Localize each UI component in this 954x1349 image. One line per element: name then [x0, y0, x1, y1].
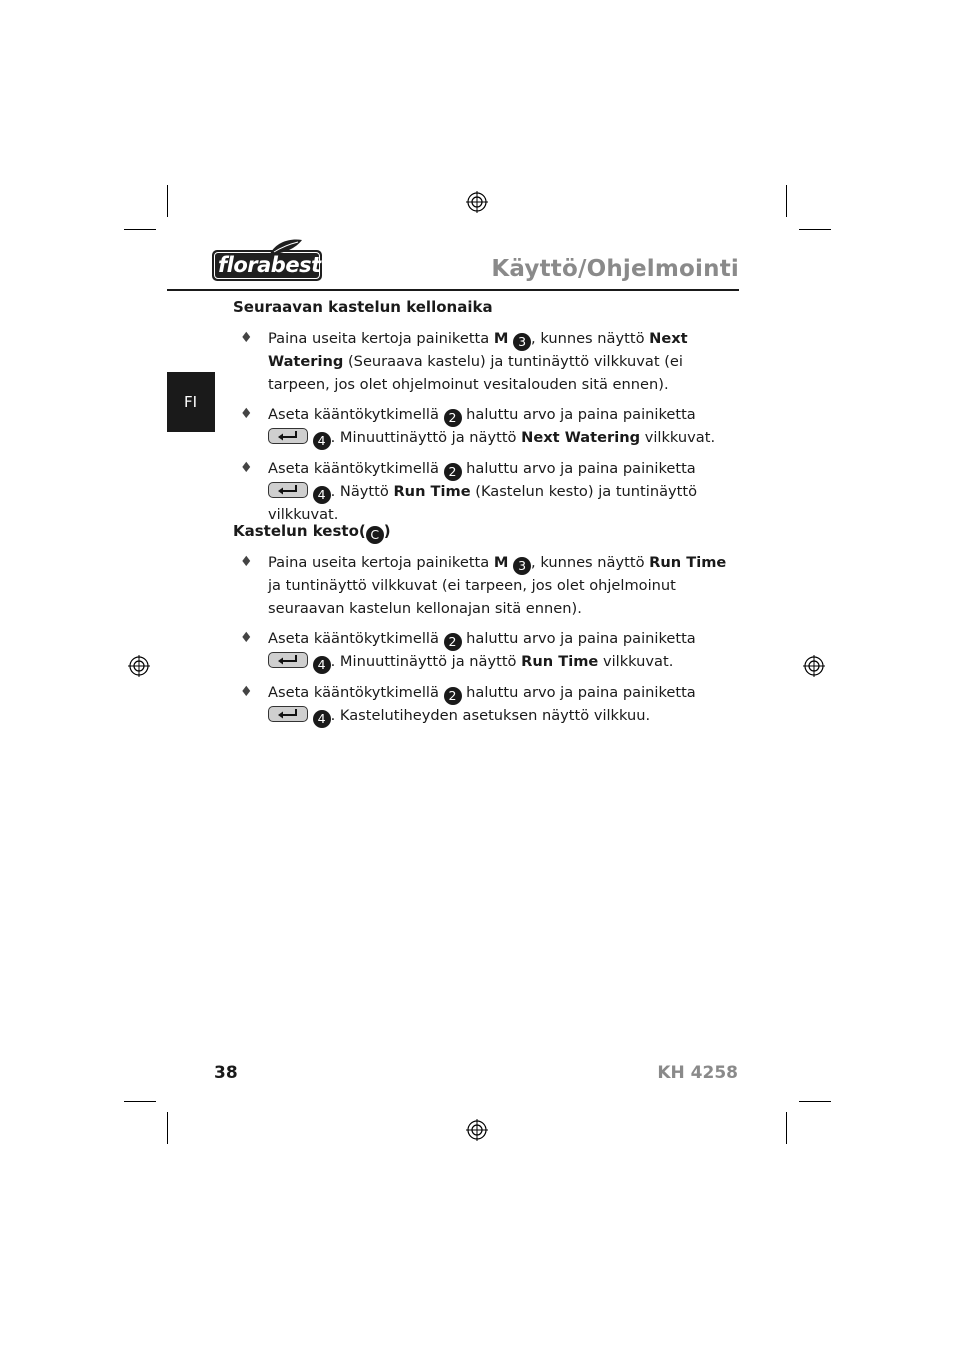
registration-mark-icon [803, 655, 825, 677]
section-title: Kastelun kesto( C ) [233, 522, 391, 542]
page-number: 38 [214, 1063, 238, 1083]
crop-mark [167, 185, 168, 217]
model-number: KH 4258 [657, 1063, 738, 1083]
bullet-icon: ♦ [240, 406, 253, 422]
bullet-icon: ♦ [240, 460, 253, 476]
number-badge-icon: 3 [513, 333, 531, 351]
crop-mark [799, 1101, 831, 1102]
number-badge-icon: 4 [313, 656, 331, 674]
enter-key-icon [268, 482, 308, 498]
number-badge-icon: 3 [513, 557, 531, 575]
number-badge-icon: 4 [313, 710, 331, 728]
header-divider [167, 289, 739, 291]
language-tab: FI [167, 372, 215, 432]
number-badge-icon: 4 [313, 486, 331, 504]
bullet-icon: ♦ [240, 630, 253, 646]
page-title: Käyttö/Ohjelmointi [491, 256, 739, 282]
section-title: Seuraavan kastelun kellonaika [233, 298, 493, 316]
list-item: Paina useita kertoja painiketta M 3 , kunnes näyttö Run Time ja tuntinäyttö vilkkuvat (ei tarpeen, jos olet ohjelmoinut seuraavan kastelun kellonajan sitä ennen). [268, 554, 727, 617]
bullet-icon: ♦ [240, 554, 253, 570]
number-badge-icon: 2 [444, 463, 462, 481]
crop-mark [799, 229, 831, 230]
crop-mark [167, 1112, 168, 1144]
list-item: Aseta kääntökytkimellä 2 haluttu arvo ja paina painiketta 4 . Näyttö Run Time (Kastelun kesto) ja tuntinäyttö vilkkuvat. [268, 460, 698, 523]
number-badge-icon: 2 [444, 409, 462, 427]
bullet-icon: ♦ [240, 330, 253, 346]
letter-badge-icon: C [366, 526, 384, 544]
logo-text: florabest [218, 253, 321, 277]
enter-key-icon [268, 706, 308, 722]
registration-mark-icon [466, 191, 488, 213]
list-item: Paina useita kertoja painiketta M 3 , kunnes näyttö Next Watering (Seuraava kastelu) ja tuntinäyttö vilkkuvat (ei tarpeen, jos olet ohjelmoinut vesitalouden sitä ennen). [268, 330, 688, 393]
crop-mark [124, 1101, 156, 1102]
number-badge-icon: 4 [313, 432, 331, 450]
number-badge-icon: 2 [444, 633, 462, 651]
number-badge-icon: 2 [444, 687, 462, 705]
list-item: Aseta kääntökytkimellä 2 haluttu arvo ja paina painiketta 4 . Minuuttinäyttö ja näyttö Next Watering vilkkuvat. [268, 406, 716, 448]
enter-key-icon [268, 428, 308, 444]
bullet-icon: ♦ [240, 684, 253, 700]
registration-mark-icon [466, 1119, 488, 1141]
list-item: Aseta kääntökytkimellä 2 haluttu arvo ja paina painiketta 4 . Kastelutiheyden asetuksen näyttö vilkkuu. [268, 684, 696, 726]
registration-mark-icon [128, 655, 150, 677]
crop-mark [786, 185, 787, 217]
enter-key-icon [268, 652, 308, 668]
crop-mark [786, 1112, 787, 1144]
florabest-logo [212, 238, 324, 284]
crop-mark [124, 229, 156, 230]
list-item: Aseta kääntökytkimellä 2 haluttu arvo ja paina painiketta 4 . Minuuttinäyttö ja näyttö Run Time vilkkuvat. [268, 630, 696, 672]
